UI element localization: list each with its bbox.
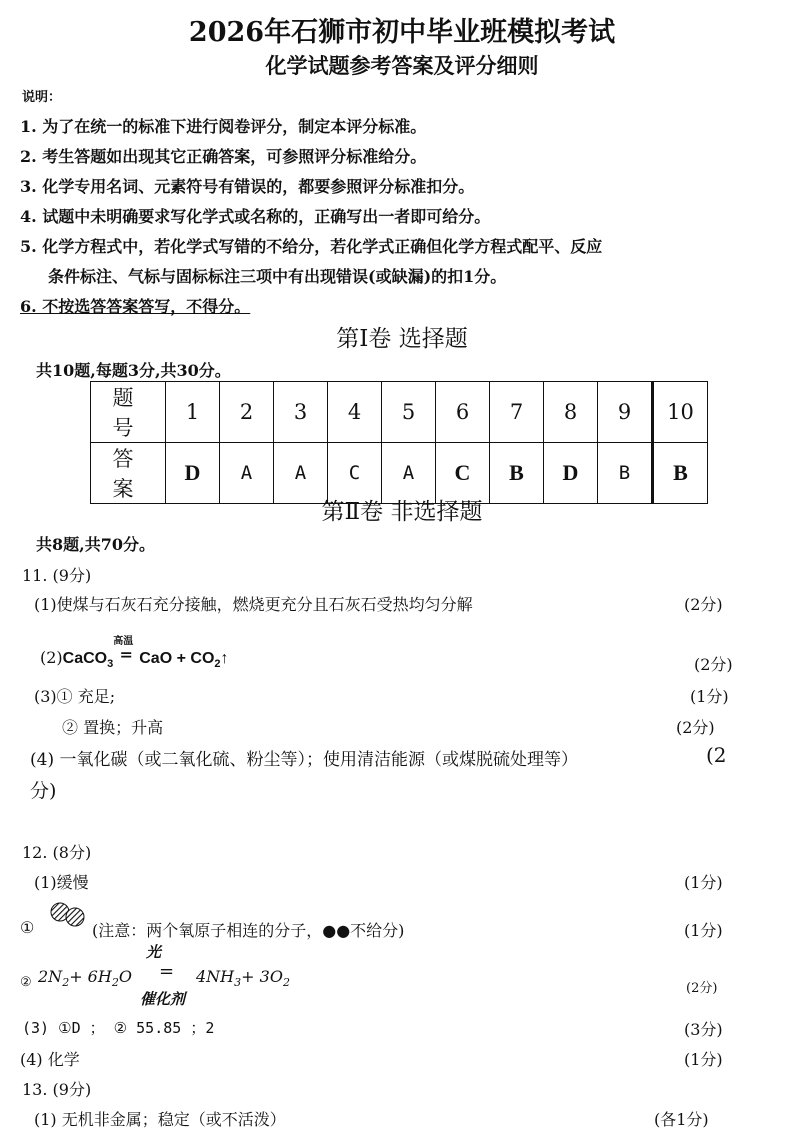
question-number: 5 xyxy=(382,382,436,443)
table-row xyxy=(91,382,708,443)
section-1-meta: 共10题,每题3分,共30分。 xyxy=(36,361,231,380)
q11-part-1-score: (2分) xyxy=(684,595,723,614)
question-number: 8 xyxy=(544,382,598,443)
question-number: 9 xyxy=(598,382,653,443)
answer-cell: B xyxy=(653,443,708,504)
formula-caco3: CaCO$_3$ xyxy=(62,650,114,671)
q11-part-3-score: (1分) xyxy=(690,687,729,706)
reaction-condition: 高温 = xyxy=(113,636,134,664)
q11-part-1: (1)使煤与石灰石充分接触，燃烧更充分且石灰石受热均匀分解 xyxy=(34,595,473,614)
q12-part-5-score: (1分) xyxy=(684,1050,723,1069)
q12-equation-left: $2N_2+ 6H_2O$ xyxy=(38,967,132,990)
q12-part-3-score: (2分) xyxy=(686,981,718,996)
rule-3: 3. 化学专用名词、元素符号有错误的，都要参照评分标准扣分。 xyxy=(20,177,475,196)
question-number: 6 xyxy=(436,382,490,443)
answer-cell: C xyxy=(436,443,490,504)
rule-5-continued: 条件标注、气标与固标标注三项中有出现错误(或缺漏)的扣1分。 xyxy=(48,267,507,286)
question-number: 2 xyxy=(220,382,274,443)
q11-part-2 xyxy=(40,636,229,671)
molecule-icon xyxy=(48,902,90,928)
q12-part-4: (3) ①D ； ② 55.85 ；2 xyxy=(22,1019,215,1037)
section-1-title: 第Ⅰ卷 选择题 xyxy=(336,326,468,352)
answer-cell: A xyxy=(220,443,274,504)
q11-part-4: (4) 一氧化碳（或二氧化硫、粉尘等）；使用清洁能源（或煤脱硫处理等） xyxy=(30,750,578,770)
condition-light: 光 xyxy=(146,943,162,961)
section-2-meta: 共8题,共70分。 xyxy=(36,535,155,554)
q12-part-2-score: (1分) xyxy=(684,921,723,940)
q11-part-4-score-b: 分) xyxy=(30,780,57,802)
question-11-heading: 11. (9分) xyxy=(22,566,92,585)
q12-part-1-score: (1分) xyxy=(684,873,723,892)
q13-part-1-score: (各1分) xyxy=(654,1110,709,1129)
answer-cell: A xyxy=(274,443,328,504)
question-number: 4 xyxy=(328,382,382,443)
answer-cell: A xyxy=(382,443,436,504)
q12-part-4-score: (3分) xyxy=(684,1020,723,1039)
question-13-heading: 13. (9分) xyxy=(22,1080,92,1099)
q12-part-3-prefix: ② xyxy=(20,975,32,990)
answer-cell: C xyxy=(328,443,382,504)
question-number: 7 xyxy=(490,382,544,443)
answer-cell: D xyxy=(166,443,220,504)
q11-part-2-prefix: (2) xyxy=(40,648,63,667)
rule-4: 4. 试题中未明确要求写化学式或名称的，正确写出一者即可给分。 xyxy=(20,207,491,226)
question-number: 3 xyxy=(274,382,328,443)
q11-part-3: (3)① 充足; xyxy=(34,687,116,706)
answer-cell: D xyxy=(544,443,598,504)
section-2-title: 第Ⅱ卷 非选择题 xyxy=(321,499,483,525)
question-12-heading: 12. (8分) xyxy=(22,843,92,862)
table-row-label: 题 号 xyxy=(91,382,166,443)
q12-part-2-note: (注意：两个氧原子相连的分子，●●不给分) xyxy=(92,921,405,940)
q11-part-3b-score: (2分) xyxy=(676,718,715,737)
q12-part-5: (4) 化学 xyxy=(20,1050,80,1069)
rule-1: 1. 为了在统一的标准下进行阅卷评分，制定本评分标准。 xyxy=(20,117,427,136)
products: CaO + $CO_2↑$ xyxy=(139,650,229,671)
question-number: 1 xyxy=(166,382,220,443)
q13-part-1: (1) 无机非金属；稳定（或不活泼） xyxy=(34,1110,286,1129)
q11-part-3b: ② 置换；升高 xyxy=(62,718,164,737)
question-number: 10 xyxy=(653,382,708,443)
q12-part-1: (1)缓慢 xyxy=(34,873,89,892)
table-row-label: 答 案 xyxy=(91,443,166,504)
q12-part-2-prefix: ① xyxy=(20,918,35,937)
rule-5: 5. 化学方程式中，若化学式写错的不给分，若化学式正确但化学方程式配平、反应 xyxy=(20,237,603,256)
rule-2: 2. 考生答题如出现其它正确答案，可参照评分标准给分。 xyxy=(20,147,427,166)
answer-cell: B xyxy=(598,443,653,504)
condition-catalyst: 催化剂 xyxy=(140,990,186,1008)
q12-equation-right: $4NH_3+ 3O_2$ xyxy=(196,967,290,990)
rule-6: 6. 不按选答答案答写，不得分。 xyxy=(20,297,251,316)
page-title: 2026年石狮市初中毕业班模拟考试 xyxy=(188,17,616,48)
notes-label: 说明： xyxy=(22,90,62,105)
equals-sign: = xyxy=(159,961,175,982)
answer-table xyxy=(90,381,708,504)
answer-cell: B xyxy=(490,443,544,504)
q11-part-4-score-a: (2 xyxy=(706,743,727,767)
q11-part-2-score: (2分) xyxy=(694,655,733,674)
page-subtitle: 化学试题参考答案及评分细则 xyxy=(265,53,539,78)
